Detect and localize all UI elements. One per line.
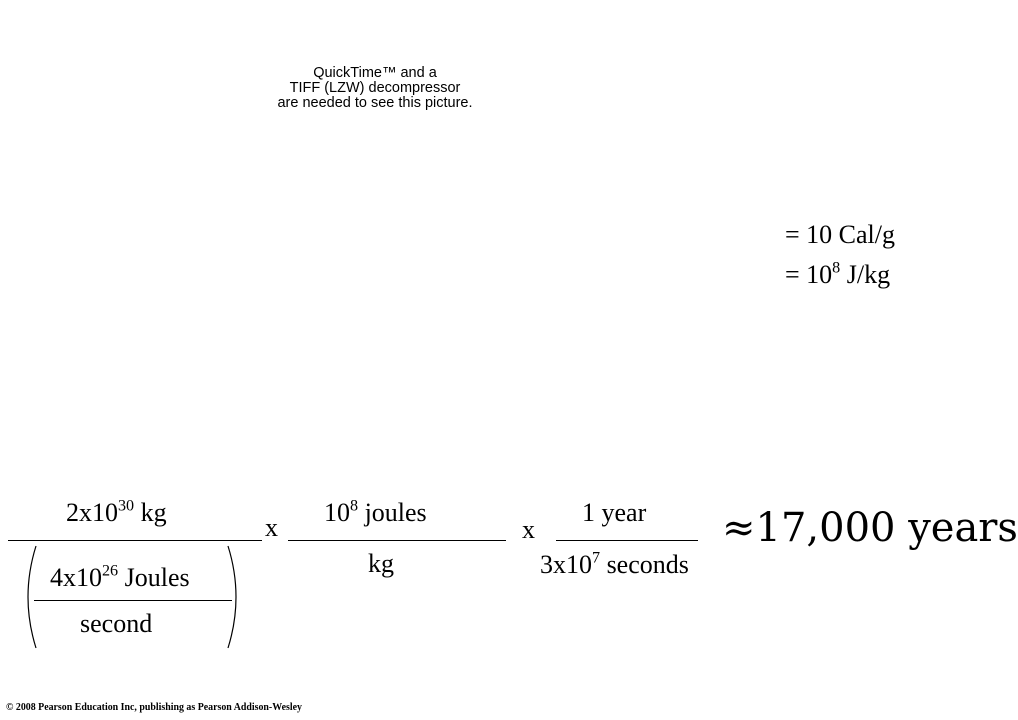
term2-denominator: kg — [368, 549, 394, 578]
energy-prefix: = 10 — [785, 260, 833, 289]
energy-joules-per-kg — [785, 258, 890, 292]
term3-numerator: 1 year — [582, 498, 647, 527]
term1-fraction-bar — [8, 540, 262, 541]
left-parenthesis — [28, 546, 36, 648]
term2-num-exponent: 8 — [350, 497, 359, 515]
term2-num-suffix: joules — [358, 498, 427, 527]
luminosity-num-suffix: Joules — [118, 563, 190, 592]
energy-exponent: 8 — [832, 259, 841, 277]
times-sign-2: x — [522, 515, 535, 544]
term3-fraction-bar — [556, 540, 698, 541]
image-placeholder-notice — [250, 66, 500, 111]
term1-num-exponent: 30 — [118, 497, 135, 515]
placeholder-line-1: QuickTime™ and a — [313, 65, 437, 81]
luminosity-num-exponent: 26 — [102, 562, 119, 580]
right-parenthesis — [228, 546, 236, 648]
placeholder-line-3: are needed to see this picture. — [277, 95, 473, 111]
energy-suffix: J/kg — [840, 260, 891, 289]
term3-den-suffix: seconds — [600, 550, 689, 579]
energy-cal-per-gram: = 10 Cal/g — [785, 220, 895, 249]
term2-fraction-bar — [288, 540, 506, 541]
term3-den-exponent: 7 — [592, 549, 601, 567]
term1-numerator — [66, 498, 167, 528]
placeholder-line-2: TIFF (LZW) decompressor — [289, 80, 461, 96]
result-years: ≈17,000 years — [722, 505, 1018, 551]
luminosity-fraction-bar — [34, 600, 232, 601]
luminosity-num-prefix: 4x10 — [50, 563, 102, 592]
luminosity-denominator: second — [80, 609, 153, 638]
copyright-footer: © 2008 Pearson Education Inc, publishing as Pearson Addison-Wesley — [6, 701, 302, 713]
term3-den-prefix: 3x10 — [540, 550, 592, 579]
term2-numerator — [324, 498, 427, 528]
term1-num-prefix: 2x10 — [66, 498, 118, 527]
times-sign-1: x — [265, 513, 278, 542]
term1-num-suffix: kg — [134, 498, 167, 527]
term3-denominator — [540, 550, 689, 580]
term2-num-prefix: 10 — [324, 498, 350, 527]
luminosity-numerator — [50, 563, 190, 593]
